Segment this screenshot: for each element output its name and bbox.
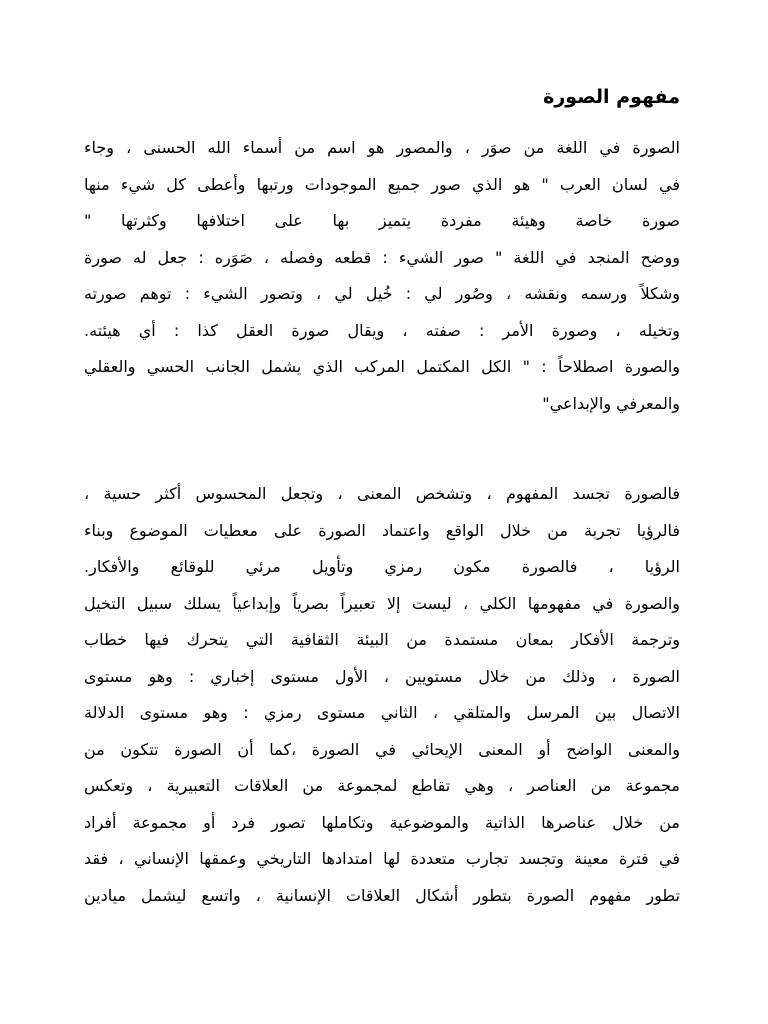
paragraph-definition xyxy=(84,130,680,422)
text-line: الرؤيا ، فالصورة مكون رمزي وتأويل مرئي للوقائع والأفكار. xyxy=(84,557,680,576)
document-page xyxy=(84,84,680,914)
text-line: في فترة معينة وتجسد تجارب متعددة لها امتدادها التاريخي وعمقها الإنساني ، فقد xyxy=(84,849,680,868)
text-line: الصورة في اللغة من صوَر ، والمصور هو اسم من أسماء الله الحسنى ، وجاء xyxy=(84,138,680,157)
text-line: ووضح المنجد في اللغة " صور الشيء : قطعه وفصله ، صَوَره : جعل له صورة xyxy=(84,247,680,267)
text-line: صورة خاصة وهيئة مفردة يتميز بها على اختلافها وكثرتها " xyxy=(84,211,680,230)
text-line: والمعرفي والإبداعي" xyxy=(542,393,680,413)
text-line: والصورة في مفهومها الكلي ، ليست إلا تعبيراً بصرياً وإبداعياً يسلك سبيل التخيل xyxy=(84,593,680,613)
text-line: تطور مفهوم الصورة بتطور أشكال العلاقات الإنسانية ، واتسع ليشمل ميادين xyxy=(84,885,680,905)
text-line: في لسان العرب " هو الذي صور جميع الموجودات ورتبها وأعطى كل شيء منها xyxy=(84,174,680,194)
text-line: وشكلاً ورسمه ونقشه ، وصُور لي : خُيل لي ، وتصور الشيء : توهم صورته xyxy=(84,284,680,303)
text-line: فالصورة تجسد المفهوم ، وتشخص المعنى ، وتجعل المحسوس أكثر حسية ، xyxy=(84,484,680,503)
text-line: الصورة ، وذلك من خلال مستويين ، الأول مستوى إخباري : وهو مستوى xyxy=(84,666,680,686)
text-line: فالرؤيا تجربة من خلال الواقع واعتماد الصورة على معطيات الموضوع وبناء xyxy=(84,520,680,540)
paragraph-spacer xyxy=(84,422,680,476)
paragraph-concept xyxy=(84,476,680,914)
text-line: والمعنى الواضح أو المعنى الإيحائي في الصورة ،كما أن الصورة تتكون من xyxy=(84,739,680,759)
text-line: وتخيله ، وصورة الأمر : صفته ، ويقال صورة العقل كذا : أي هيئته. xyxy=(84,320,680,340)
text-line: الاتصال بين المرسل والمتلقي ، الثاني مستوى رمزي : وهو مستوى الدلالة xyxy=(84,703,680,722)
text-line: وترجمة الأفكار بمعان مستمدة من البيئة الثقافية التي يتحرك فيها خطاب xyxy=(84,630,680,649)
page-title: مفهوم الصورة xyxy=(543,86,680,108)
text-line: مجموعة من العناصر ، وهي تقاطع لمجموعة من العلاقات التعبيرية ، وتعكس xyxy=(84,776,680,795)
text-line: والصورة اصطلاحاً : " الكل المكتمل المركب الذي يشمل الجانب الحسي والعقلي xyxy=(84,357,680,376)
text-line: من خلال عناصرها الذاتية والموضوعية وتكاملها تصور فرد أو مجموعة أفراد xyxy=(84,812,680,832)
